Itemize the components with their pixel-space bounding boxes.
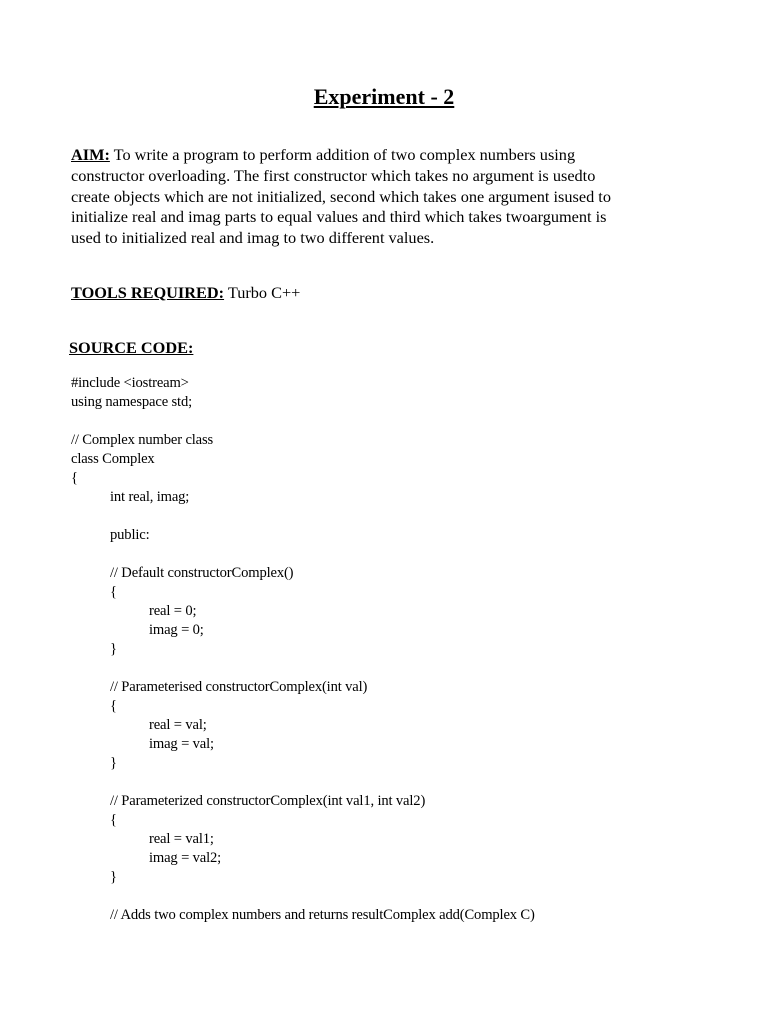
- experiment-title: Experiment - 2: [313, 84, 455, 109]
- source-code-heading: SOURCE CODE:: [69, 338, 194, 357]
- code-line: public:: [110, 527, 150, 543]
- aim-line-3: initialize real and imag parts to equal values and third which takes twoargument is: [71, 207, 607, 227]
- tools-required: [71, 282, 300, 304]
- source-code-block: [71, 374, 535, 925]
- code-line: {: [110, 698, 117, 714]
- code-line: }: [110, 641, 117, 657]
- code-line: imag = val2;: [149, 850, 222, 866]
- code-line: {: [110, 812, 117, 828]
- code-line: // Parameterised constructorComplex(int val): [110, 679, 368, 695]
- code-line: // Parameterized constructorComplex(int val1, int val2): [110, 793, 426, 809]
- code-line: [71, 412, 535, 431]
- code-line: class Complex: [71, 451, 155, 467]
- aim-line-4: used to initialized real and imag to two different values.: [71, 228, 435, 248]
- code-line: real = 0;: [149, 603, 197, 619]
- aim-label: AIM:: [71, 145, 110, 164]
- code-line: int real, imag;: [110, 489, 190, 505]
- code-line: using namespace std;: [71, 394, 193, 410]
- code-line: real = val;: [149, 717, 207, 733]
- code-line: }: [110, 869, 117, 885]
- code-line: [71, 545, 535, 564]
- code-line: real = val1;: [149, 831, 214, 847]
- code-line: #include <iostream>: [71, 375, 189, 391]
- code-line: // Adds two complex numbers and returns resultComplex add(Complex C): [110, 907, 535, 923]
- code-line: [71, 507, 535, 526]
- code-line: [71, 773, 535, 792]
- aim-line-0: [71, 145, 671, 166]
- code-line: }: [110, 755, 117, 771]
- code-line: [71, 659, 535, 678]
- aim-line-1: constructor overloading. The first constructor which takes no argument is usedto: [71, 165, 596, 185]
- aim-line-2: create objects which are not initialized, second which takes one argument isused to: [71, 186, 611, 206]
- aim-text-0: To write a program to perform addition of two complex numbers using: [109, 145, 576, 164]
- code-line: {: [71, 470, 78, 486]
- tools-value: Turbo C++: [224, 283, 301, 302]
- tools-label: TOOLS REQUIRED:: [71, 283, 225, 302]
- code-line: {: [110, 584, 117, 600]
- code-line: [71, 887, 535, 906]
- aim-section: [71, 145, 671, 249]
- code-line: imag = val;: [149, 736, 214, 752]
- code-line: // Complex number class: [71, 432, 214, 448]
- code-line: // Default constructorComplex(): [110, 565, 294, 581]
- code-line: imag = 0;: [149, 622, 204, 638]
